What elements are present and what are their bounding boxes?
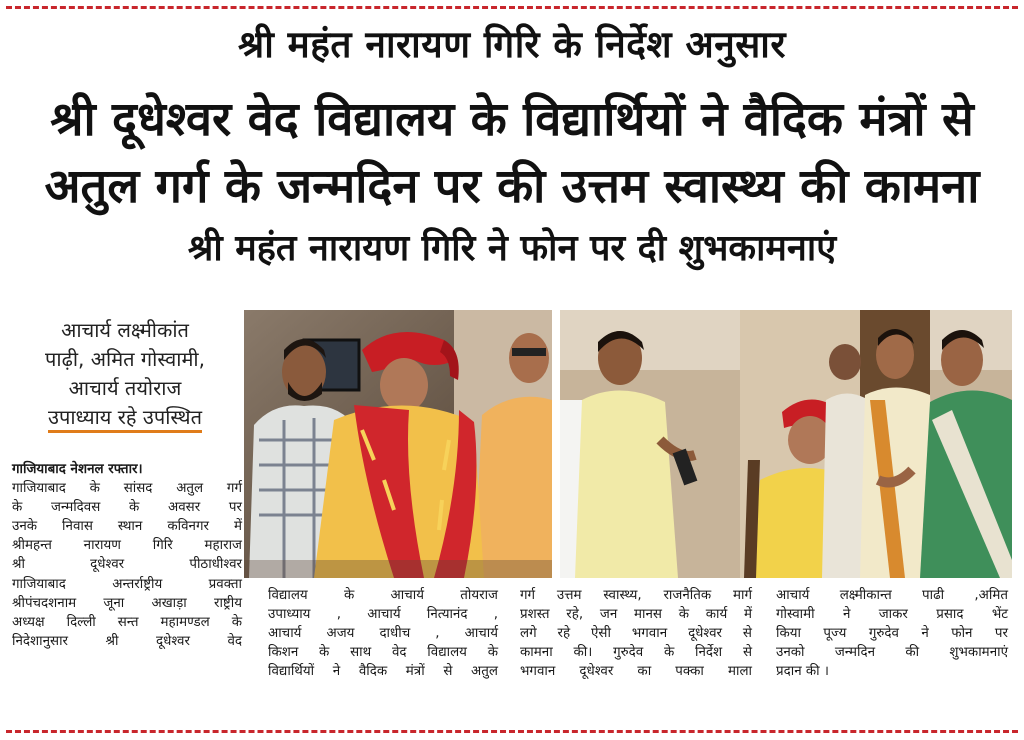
article-column-2	[268, 586, 498, 681]
article-column-1	[12, 460, 242, 651]
body-line: गर्ग उत्तम स्वास्थ्य, राजनैतिक मार्ग	[520, 588, 752, 603]
body-line: के जन्मदिवस के अवसर पर	[12, 500, 242, 516]
article-column-4	[776, 586, 1008, 681]
body-line: श्री दूधेश्वर पीठाधीश्वर	[12, 557, 242, 573]
photo-birthday-group-image	[244, 310, 552, 578]
body-line: श्रीमहन्त नारायण गिरि महाराज	[12, 538, 242, 554]
body-line: गाजियाबाद के सांसद अतुल गर्ग	[12, 481, 242, 497]
sub-heading-line: आचार्य तयोराज	[68, 376, 182, 400]
sub-heading-line-underlined: उपाध्याय रहे उपस्थित	[48, 405, 202, 433]
sub-heading-line: आचार्य लक्ष्मीकांत	[61, 318, 189, 342]
body-line: उनको जन्मदिन की शुभकामनाएं	[776, 645, 1008, 661]
photo-students-blessing-image	[560, 310, 1012, 578]
photo-birthday-group	[244, 310, 552, 578]
dateline: गाजियाबाद नेशनल रफ्तार।	[12, 462, 143, 477]
body-line: गाजियाबाद अन्तर्राष्ट्रीय प्रवक्ता	[12, 576, 242, 592]
body-line: उपाध्याय , आचार्य नित्यानंद ,	[268, 607, 498, 623]
body-line: उनके निवास स्थान कविनगर में	[12, 519, 242, 535]
body-line: आचार्य अजय दाधीच , आचार्य	[268, 626, 498, 642]
body-line: प्रदान की ।	[776, 664, 829, 680]
body-line: विद्यालय के आचार्य तोयराज	[268, 588, 498, 603]
body-line: गोस्वामी ने जाकर प्रसाद भेंट	[776, 607, 1008, 623]
main-headline-line-2: अतुल गर्ग के जन्मदिन पर की उत्तम स्वास्थ्य की कामना	[44, 159, 980, 214]
body-line: लगे रहे ऐसी भगवान दूधेश्वर से	[520, 626, 752, 642]
sub-heading	[12, 316, 238, 432]
kicker-headline: श्री महंत नारायण गिरि के निर्देश अनुसार	[238, 23, 786, 66]
body-line: निदेशानुसार श्री दूधेश्वर वेद	[12, 633, 242, 649]
body-line: किशन के साथ वेद विद्यालय के	[268, 645, 498, 661]
body-line: किया पूज्य गुरुदेव ने फोन पर	[776, 626, 1008, 642]
deck-headline: श्री महंत नारायण गिरि ने फोन पर दी शुभकामनाएं	[187, 228, 837, 269]
top-dashed-border	[6, 6, 1018, 9]
bottom-dashed-border	[6, 730, 1018, 733]
body-line: आचार्य लक्ष्मीकान्त पाढी ,अमित	[776, 588, 1008, 603]
body-line: भगवान दूधेश्वर का पक्का माला	[520, 664, 752, 680]
body-line: श्रीपंचदशनाम जूना अखाड़ा राष्ट्रीय	[12, 595, 242, 611]
article-column-3	[520, 586, 752, 681]
body-line: कामना की। गुरुदेव के निर्देश से	[520, 645, 752, 661]
sub-heading-line: पाढ़ी, अमित गोस्वामी,	[45, 347, 205, 371]
body-line: अध्यक्ष दिल्ली सन्त महामण्डल के	[12, 614, 242, 630]
body-line: विद्यार्थियों ने वैदिक मंत्रों से अतुल	[268, 664, 498, 680]
body-line: प्रशस्त रहे, जन मानस के कार्य में	[520, 607, 752, 623]
main-headline-line-1: श्री दूधेश्वर वेद विद्यालय के विद्यार्थियों ने वैदिक मंत्रों से	[50, 92, 974, 147]
photo-students-blessing	[560, 310, 1012, 578]
